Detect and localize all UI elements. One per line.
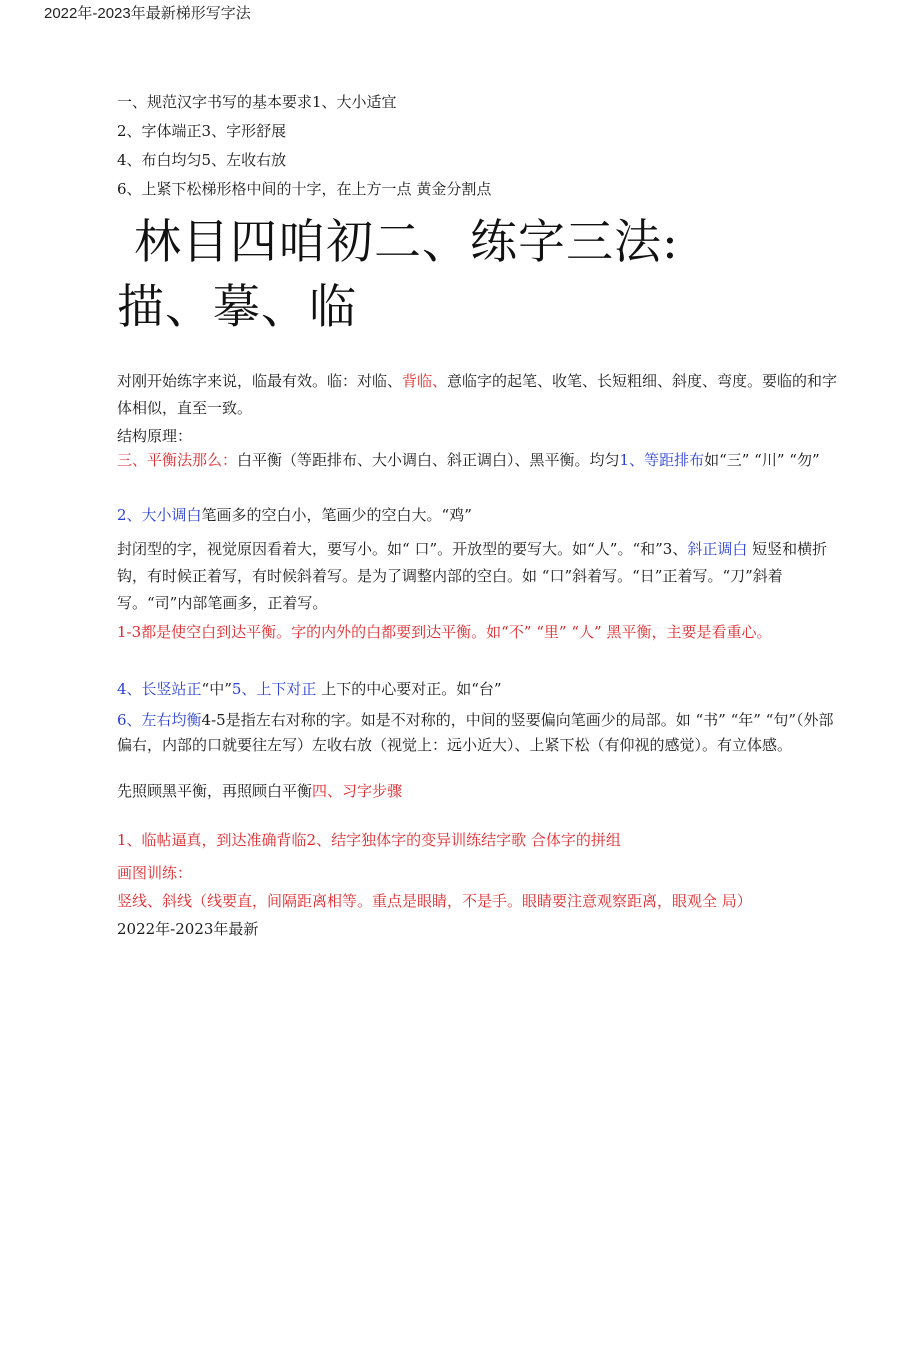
structure-principle-label: 结构原理：: [117, 427, 193, 445]
paragraph-closed-shape: [117, 536, 842, 617]
requirement-line-4: 6、上紧下松梯形格中间的十字，在上方一点 黄金分割点: [117, 180, 492, 198]
page-header: 2022年-2023年最新梯形写字法: [44, 5, 251, 22]
section-heading-line-1: 林目四咱初二、练字三法:: [134, 215, 679, 270]
paragraph-size-adjust: [117, 502, 842, 529]
page-footer: 2022年-2023年最新: [117, 920, 259, 938]
requirement-line-2: 2、字体端正3、字形舒展: [117, 122, 287, 140]
left-right-term: 6、左右均衡: [117, 711, 202, 729]
text-run: 意临字的起笔、收笔、长短粗细、斜度、弯度。要临的和字体相似，直至一致。: [117, 372, 838, 417]
vertical-term: 4、长竖站正: [117, 680, 202, 698]
requirement-line-1: 一、规范汉字书写的基本要求1、大小适宜: [117, 93, 397, 111]
paragraph-left-right: [117, 708, 842, 758]
top-bottom-term: 5、上下对正: [231, 680, 317, 698]
text-run: 白平衡（等距排布、大小调白、斜正调白）、黑平衡。均匀: [237, 451, 620, 469]
slant-adjust-term: 斜正调白: [687, 540, 748, 558]
size-adjust-term: 2、大小调白: [117, 506, 202, 524]
requirement-line-3: 4、布白均匀5、左收右放: [117, 151, 287, 169]
paragraph-summary: 1-3都是使空白到达平衡。字的内外的白都要到达平衡。如“不” “里” “人” 黑平衡，主要是看重心。: [117, 623, 772, 641]
paragraph-vertical: [117, 676, 842, 703]
paragraph-balance: [117, 447, 842, 474]
balance-heading: 三、平衡法那么：: [117, 451, 238, 469]
paragraph-lin: [117, 368, 842, 422]
section-heading-line-2: 描、摹、临: [117, 280, 357, 335]
drawing-training-text: 竖线、斜线（线要直，间隔距离相等。重点是眼睛，不是手。眼睛要注意观察距离，眼观全 局）: [117, 892, 752, 910]
steps-line: 1、临帖逼真，到达准确背临2、结字独体字的变异训练结字歌 合体字的拼组: [117, 831, 621, 849]
steps-heading: 四、习字步骤: [312, 782, 403, 800]
text-run: 先照顾黑平衡，再照顾白平衡: [117, 782, 313, 800]
text-run: 如“三” “川” “勿”: [704, 451, 820, 469]
text-run: 4-5是指左右对称的字。如是不对称的，中间的竖要偏向笔画少的局部。如 “书” “年” “句”（外部偏右，内部的口就要往左写）左收右放（视觉上：远小近大）、上紧下松（有仰视的感觉）。有立体感。: [117, 711, 834, 754]
text-run: 封闭型的字，视觉原因看着大，要写小。如“ 口”。开放型的要写大。如“人”。“和”3、: [117, 540, 688, 558]
drawing-training-label: 画图训练：: [117, 864, 193, 882]
text-run: “中”: [201, 680, 232, 698]
text-run: 笔画多的空白小，笔画少的空白大。“鸡”: [201, 506, 472, 524]
text-run: 对刚开始练字来说，临最有效。临：对临、: [117, 372, 403, 390]
text-run: 上下的中心要对正。如“台”: [316, 680, 502, 698]
paragraph-steps: [117, 781, 402, 801]
equal-spacing-term: 1、等距排布: [619, 451, 705, 469]
highlight-beilin: 背临、: [402, 372, 448, 390]
text-run: 短竖和横折钩，有时候正着写，有时候斜着写。是为了调整内部的空白。如 “口”斜着写。“日”正着写。“刀”斜着写。“司”内部笔画多，正着写。: [117, 540, 828, 612]
